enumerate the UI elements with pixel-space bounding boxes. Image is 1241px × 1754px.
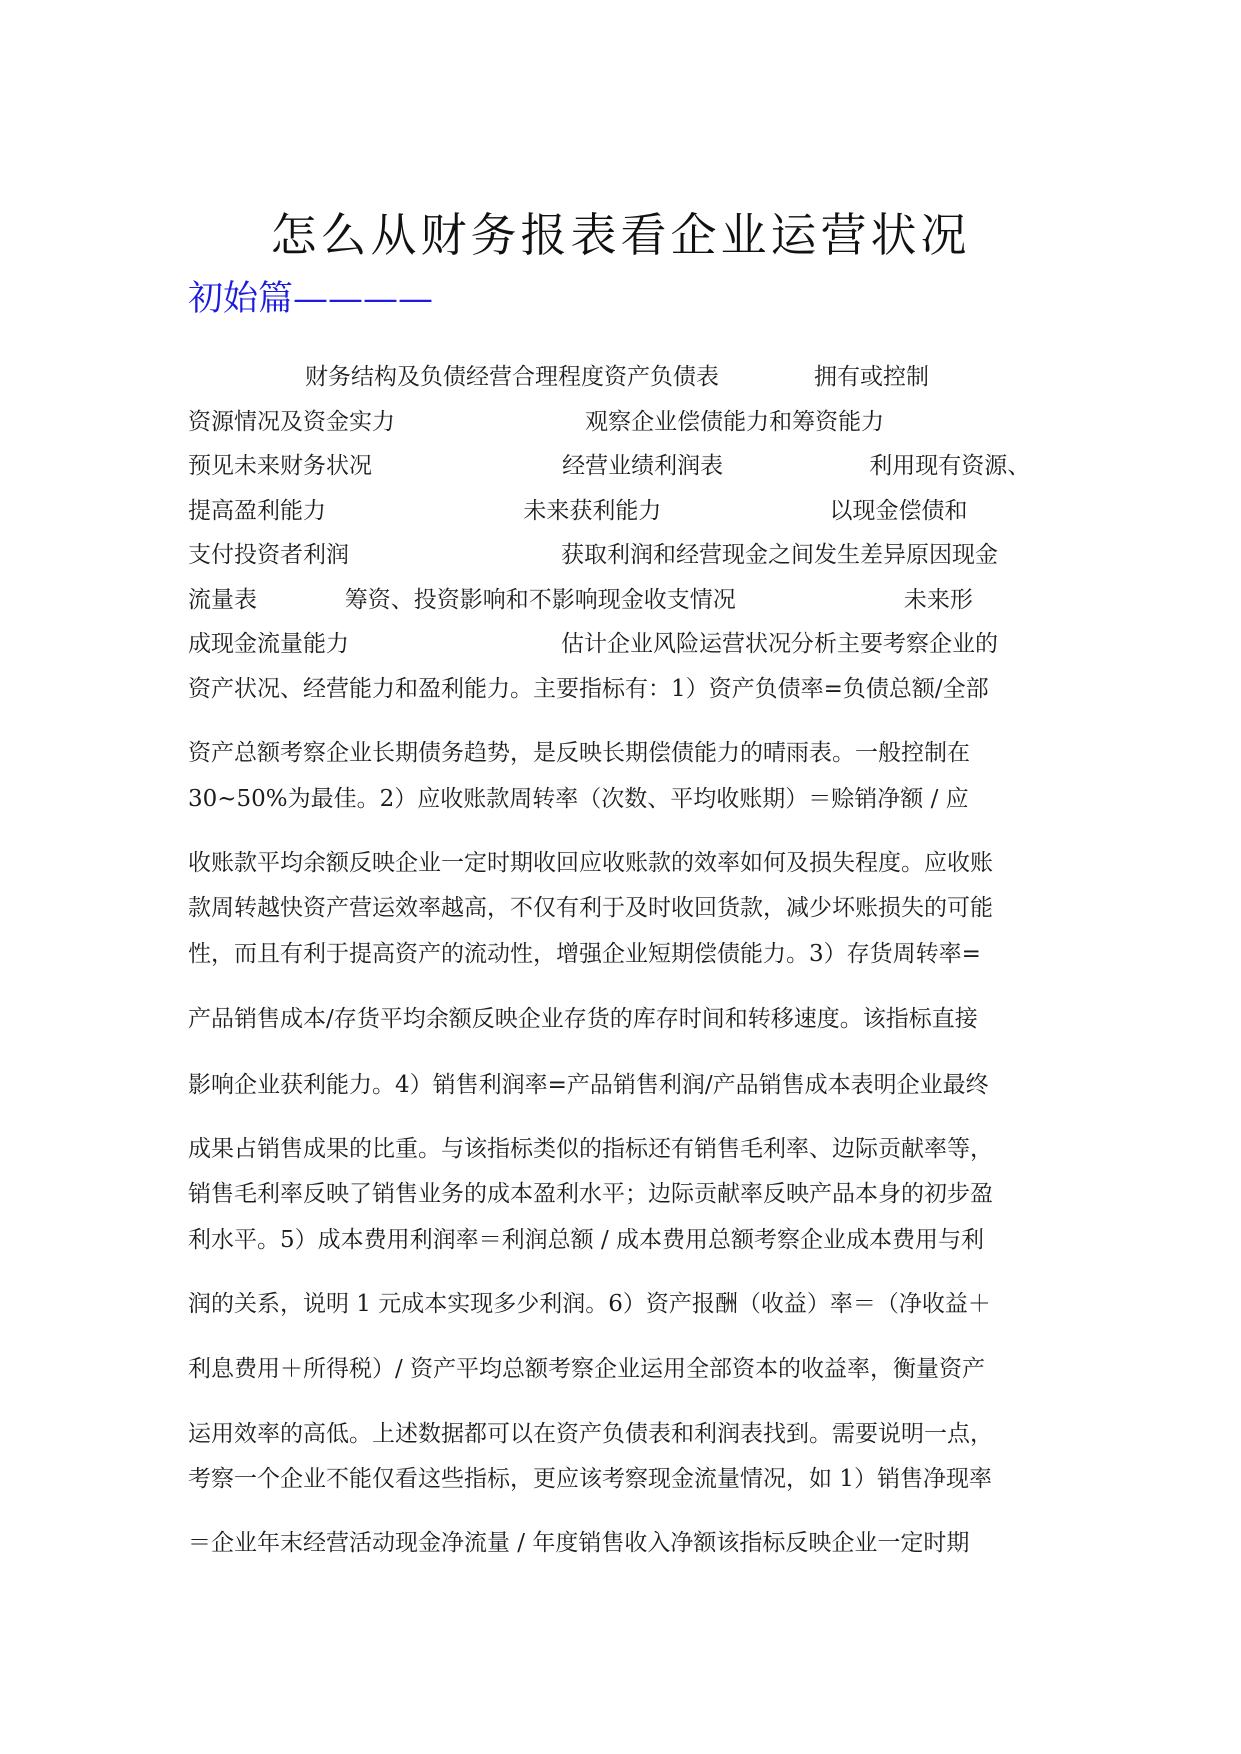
text-line: 利水平。5）成本费用利润率＝利润总额 / 成本费用总额考察企业成本费用与利 xyxy=(188,1227,985,1253)
text-line: ＝企业年末经营活动现金净流量 / 年度销售收入净额该指标反映企业一定时期 xyxy=(188,1530,970,1556)
text-line: 资产状况、经营能力和盈利能力。主要指标有：1）资产负债率=负债总额/全部 xyxy=(188,676,989,702)
text-line: 考察一个企业不能仅看这些指标，更应该考察现金流量情况，如 1）销售净现率 xyxy=(188,1466,992,1492)
text-line: 款周转越快资产营运效率越高，不仅有利于及时收回货款，减少坏账损失的可能 xyxy=(188,895,993,921)
text-line: 影响企业获利能力。4）销售利润率=产品销售利润/产品销售成本表明企业最终 xyxy=(188,1072,989,1098)
text-line: 销售毛利率反映了销售业务的成本盈利水平；边际贡献率反映产品本身的初步盈 xyxy=(188,1181,993,1207)
text-line: 成现金流量能力 估计企业风险运营状况分析主要考察企业的 xyxy=(188,631,999,657)
text-line: 资产总额考察企业长期债务趋势，是反映长期偿债能力的晴雨表。一般控制在 xyxy=(188,740,970,766)
text-line: 财务结构及负债经营合理程度资产负债表 拥有或控制 xyxy=(188,364,930,390)
text-line: 收账款平均余额反映企业一定时期收回应收账款的效率如何及损失程度。应收账 xyxy=(188,850,993,876)
text-line: 流量表 筹资、投资影响和不影响现金收支情况 未来形 xyxy=(188,587,973,613)
text-line: 利息费用＋所得税）/ 资产平均总额考察企业运用全部资本的收益率，衡量资产 xyxy=(188,1356,986,1382)
page-title: 怎么从财务报表看企业运营状况 xyxy=(270,207,971,262)
text-line: 预见未来财务状况 经营业绩利润表 利用现有资源、 xyxy=(188,453,1031,479)
text-line: 支付投资者利润 获取利润和经营现金之间发生差异原因现金 xyxy=(188,542,999,568)
text-line: 30~50%为最佳。2）应收账款周转率（次数、平均收账期）＝赊销净额 / 应 xyxy=(188,786,969,812)
text-line: 成果占销售成果的比重。与该指标类似的指标还有销售毛利率、边际贡献率等， xyxy=(188,1136,993,1162)
section-heading: 初始篇———— xyxy=(188,279,434,319)
text-line: 产品销售成本/存货平均余额反映企业存货的库存时间和转移速度。该指标直接 xyxy=(188,1006,978,1032)
text-line: 资源情况及资金实力 观察企业偿债能力和筹资能力 xyxy=(188,409,885,435)
text-line: 运用效率的高低。上述数据都可以在资产负债表和利润表找到。需要说明一点， xyxy=(188,1421,993,1447)
text-line: 性，而且有利于提高资产的流动性，增强企业短期偿债能力。3）存货周转率= xyxy=(188,941,981,967)
text-line: 提高盈利能力 未来获利能力 以现金偿债和 xyxy=(188,498,968,524)
text-line: 润的关系，说明 1 元成本实现多少利润。6）资产报酬（收益）率＝（净收益＋ xyxy=(188,1291,991,1317)
